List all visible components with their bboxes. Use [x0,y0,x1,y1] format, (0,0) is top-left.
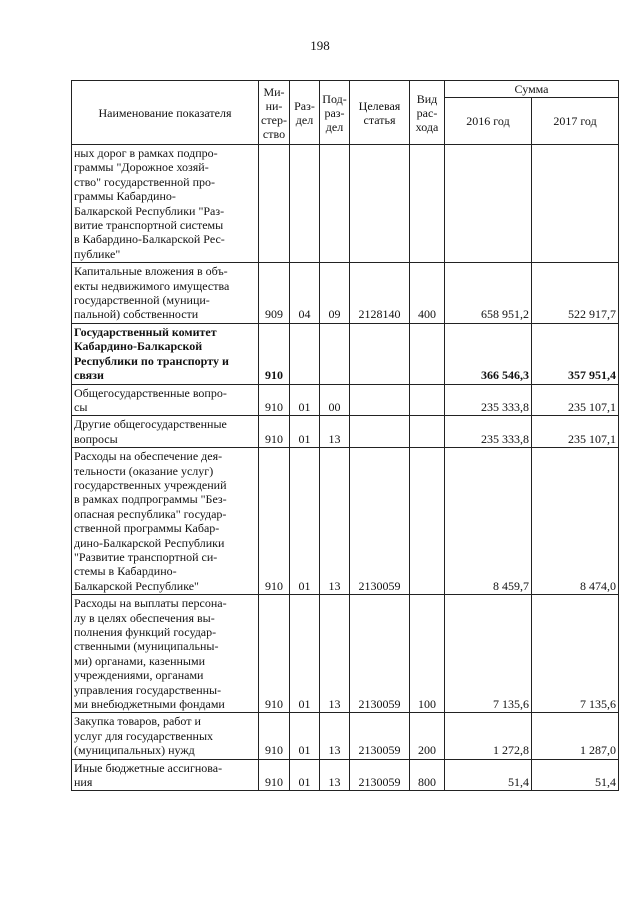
table-header [72,81,619,145]
row-subsection [320,145,350,263]
row-sum-2016: 658 951,2 [445,263,532,324]
row-ministry: 910 [259,384,290,416]
row-target [350,384,410,416]
row-expense-type: 200 [410,713,445,759]
row-subsection: 09 [320,263,350,324]
table-row [72,384,619,416]
row-subsection [320,323,350,384]
header-name: Наименование показателя [72,81,259,145]
row-ministry [259,145,290,263]
row-expense-type: 400 [410,263,445,324]
row-sum-2017: 51,4 [532,759,619,791]
table-row [72,759,619,791]
header-section: Раз- дел [290,81,320,145]
row-subsection: 13 [320,416,350,448]
row-section: 01 [290,448,320,595]
row-target: 2130059 [350,759,410,791]
row-section: 01 [290,416,320,448]
budget-table [71,80,619,791]
row-expense-type [410,448,445,595]
row-ministry: 910 [259,416,290,448]
row-section [290,145,320,263]
row-section: 04 [290,263,320,324]
header-ministry: Ми- ни- стер- ство [259,81,290,145]
row-expense-type [410,323,445,384]
table-row [72,416,619,448]
row-sum-2017: 235 107,1 [532,384,619,416]
row-name: ных дорог в рамках подпро- граммы "Дорожное хозяй- ство" государственной про- граммы Кабардино- Балкарской Республики "Раз- витие транспортной системы в Кабардино-Балкарской Рес- публике" [72,145,259,263]
row-sum-2016: 1 272,8 [445,713,532,759]
table-row [72,145,619,263]
table-row [72,448,619,595]
header-subsection: Под- раз- дел [320,81,350,145]
table-row [72,595,619,713]
row-expense-type: 100 [410,595,445,713]
row-expense-type: 800 [410,759,445,791]
row-sum-2017 [532,145,619,263]
row-sum-2017: 522 917,7 [532,263,619,324]
row-ministry: 910 [259,448,290,595]
row-subsection: 13 [320,759,350,791]
row-sum-2016: 8 459,7 [445,448,532,595]
row-sum-2016: 51,4 [445,759,532,791]
row-ministry: 910 [259,713,290,759]
row-section: 01 [290,759,320,791]
row-name: Государственный комитет Кабардино-Балкарской Республики по транспорту и связи [72,323,259,384]
row-target [350,323,410,384]
row-sum-2017: 357 951,4 [532,323,619,384]
row-name: Расходы на обеспечение дея- тельности (оказание услуг) государственных учреждений в рамках подпрограммы "Без- опасная республика" государ- ственной программы Кабар- дино-Балкарской Республики "Развитие транспортной си- стемы в Кабардино- Балкарской Республике" [72,448,259,595]
table-row [72,713,619,759]
row-sum-2016 [445,145,532,263]
row-sum-2016: 235 333,8 [445,416,532,448]
header-sum: Сумма [445,81,619,98]
table-row [72,323,619,384]
row-sum-2016: 235 333,8 [445,384,532,416]
row-target [350,416,410,448]
row-sum-2016: 7 135,6 [445,595,532,713]
row-expense-type [410,384,445,416]
row-subsection: 13 [320,448,350,595]
row-name: Капитальные вложения в объ- екты недвижимого имущества государственной (муници- пальной) собственности [72,263,259,324]
row-name: Иные бюджетные ассигнова- ния [72,759,259,791]
row-target [350,145,410,263]
row-section: 01 [290,713,320,759]
row-target: 2128140 [350,263,410,324]
page-number: 198 [310,38,330,53]
row-target: 2130059 [350,448,410,595]
row-section: 01 [290,384,320,416]
row-ministry: 909 [259,263,290,324]
row-target: 2130059 [350,713,410,759]
row-sum-2017: 8 474,0 [532,448,619,595]
row-subsection: 00 [320,384,350,416]
row-expense-type [410,416,445,448]
header-year2: 2017 год [532,98,619,145]
row-name: Расходы на выплаты персона- лу в целях обеспечения вы- полнения функций государ- ственными (муниципальны- ми) органами, казенными учреждениями, органами управления государственны- ми внебюджетными фондами [72,595,259,713]
row-subsection: 13 [320,595,350,713]
row-sum-2016: 366 546,3 [445,323,532,384]
row-target: 2130059 [350,595,410,713]
header-expense-type: Вид рас- хода [410,81,445,145]
row-ministry: 910 [259,323,290,384]
row-sum-2017: 235 107,1 [532,416,619,448]
row-sum-2017: 1 287,0 [532,713,619,759]
row-name: Общегосударственные вопро- сы [72,384,259,416]
row-ministry: 910 [259,595,290,713]
row-expense-type [410,145,445,263]
row-ministry: 910 [259,759,290,791]
table-body [72,145,619,791]
row-subsection: 13 [320,713,350,759]
row-name: Другие общегосударственные вопросы [72,416,259,448]
row-section [290,323,320,384]
row-section: 01 [290,595,320,713]
row-sum-2017: 7 135,6 [532,595,619,713]
header-target: Целевая статья [350,81,410,145]
row-name: Закупка товаров, работ и услуг для государственных (муниципальных) нужд [72,713,259,759]
header-year1: 2016 год [445,98,532,145]
table-row [72,263,619,324]
